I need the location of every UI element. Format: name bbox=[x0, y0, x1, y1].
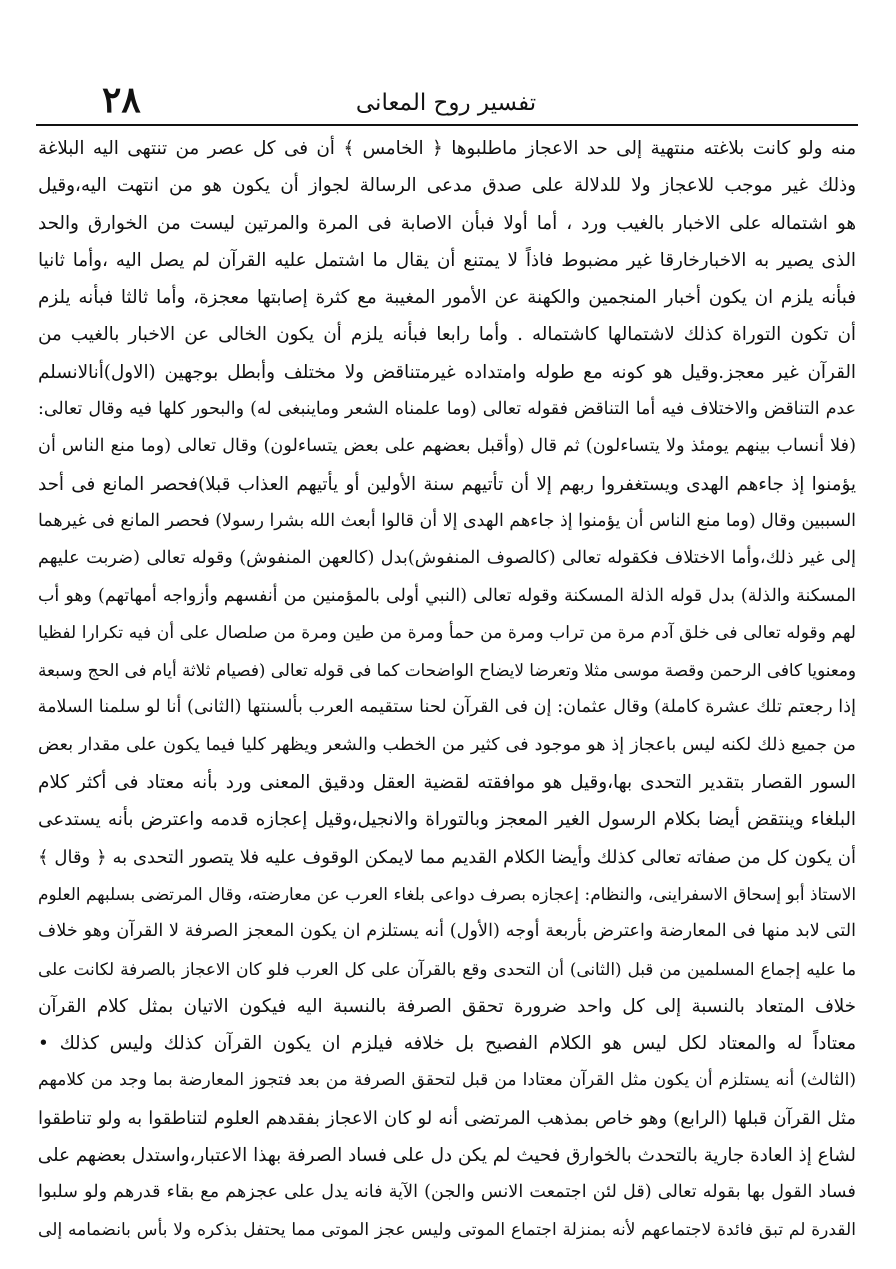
text-line: السببين وقال (وما منع الناس أن يؤمنوا إذ جاءهم الهدى إلا أن قالوا أبعث الله بشرا رسولا) فحصر المانع فى غيرهما bbox=[38, 510, 856, 531]
text-line: إذا رجعتم تلك عشرة كاملة) وقال عثمان: إن فى القرآن لحنا ستقيمه العرب بألسنتها (الثانى) أنا لو سلمنا السلامة bbox=[38, 697, 856, 718]
page-header bbox=[36, 78, 856, 126]
text-line: فساد القول بها بقوله تعالى (قل لئن اجتمعت الانس والجن) الآية فانه يدل على عجزهم مع بقاء قدرهم ولو سلبوا bbox=[38, 1182, 856, 1203]
text-line: (فلا أنساب بينهم يومئذ ولا يتساءلون) ثم قال (وأقبل بعضهم على بعض يتساءلون) وقال تعالى (وما منع الناس أن bbox=[38, 436, 856, 457]
text-line: ما عليه إجماع المسلمين من قبل (الثانى) أن التحدى وقع بالقرآن على كل العرب فلو كان الاعجاز بالصرفة لكانت على bbox=[38, 958, 856, 979]
text-line: هو اشتماله على الاخبار بالغيب ورد ، أما أولا فبأن الاصابة فى المرة والمرتين ليست من الخوارق والحد bbox=[38, 212, 856, 234]
header-rule bbox=[36, 124, 858, 126]
text-line: مثل القرآن قبلها (الرابع) وهو خاص بمذهب المرتضى أنه لو كان الاعجاز بفقدهم العلوم لتناطقوا به ولو تناطقوا bbox=[38, 1107, 856, 1129]
text-line: لشاع إذ العادة جارية بالتحدث بالخوارق فحيث لم يكن دل على فساد الصرفة بهذا الاعتبار،واستدل بعضهم على bbox=[38, 1145, 856, 1167]
text-line: أن يكون كل من صفاته تعالى كذلك وأيضا الكلام القديم مما لايمكن الوقوف عليه فلا يتصور التحدى به ﴿ وقال ﴾ bbox=[38, 846, 856, 868]
text-line: يؤمنوا إذ جاءهم الهدى ويستغفروا ربهم إلا أن تأتيهم سنة الأولين أو يأتيهم العذاب قبلا)فحصر المانع فى أحد bbox=[38, 473, 856, 495]
text-line: أن تكون التوراة كذلك لاشتمالها كاشتماله . وأما رابعا فبأنه يلزم أن يكون الخالى عن الاخبار بالغيب من bbox=[38, 324, 856, 346]
text-line: وذلك غير موجب للاعجاز ولا للدلالة على صدق مدعى الرسالة لجواز أن يكون هو من انتهت اليه،وقيل bbox=[38, 175, 856, 197]
text-line: معتاداً له والمعتاد لكل ليس هو الكلام الفصيح بل خلافه فيلزم ان يكون القرآن كذلك وليس كذلك • bbox=[38, 1033, 856, 1055]
text-line: التى لابد منها فى المعارضة واعترض بأربعة أوجه (الأول) أنه يستلزم ان يكون المعجز الصرفة لا القرآن وهو خلاف bbox=[38, 921, 856, 942]
text-line: خلاف المتعاد بالنسبة إلى كل واحد ضرورة تحقق الصرفة بالنسبة اليه فيكون الاتيان بمثل كلام القرآن bbox=[38, 995, 856, 1017]
body-text bbox=[38, 130, 856, 1249]
text-line: السور القصار بتقدير التحدى بها،وقيل هو موافقته لقضية العقل ودقيق المعنى ورد بأنه معتاد فى أكثر كلام bbox=[38, 772, 856, 794]
text-line: الاستاذ أبو إسحاق الاسفراينى، والنظام: إعجازه بصرف دواعى بلغاء العرب عن معارضته، وقال المرتضى بسلبهم العلوم bbox=[38, 883, 856, 904]
text-line: من جميع ذلك لكنه ليس باعجاز إذ هو موجود فى كثير من الخطب والشعر ويظهر كليا فيما يكون على مقدار بعض bbox=[38, 734, 856, 755]
text-line: (الثالث) أنه يستلزم أن يكون مثل القرآن معتادا من قبل لتحقق الصرفة من بعد فتجوز المعارضة بما وجد من كلامهم bbox=[38, 1070, 856, 1091]
text-line: فبأنه يلزم ان يكون أخبار المنجمين والكهنة عن الأمور المغيبة مع كثرة إصابتها معجزة، وأما ثالثا فبأنه يلزم bbox=[38, 287, 856, 309]
text-line: عدم التناقض والاختلاف فيه أما التناقض فقوله تعالى (وما علمناه الشعر وماينبغى له) والبحور كلها فيه وقال تعالى: bbox=[38, 399, 856, 420]
text-line: القدرة لم تبق فائدة لاجتماعهم لأنه بمنزلة اجتماع الموتى وليس عجز الموتى مما يحتفل بذكره ولا بأس بانضمامه إلى bbox=[38, 1219, 856, 1240]
text-line: إلى غير ذلك،وأما الاختلاف فكقوله تعالى (كالصوف المنفوش)بدل (كالعهن المنفوش) وقوله تعالى (ضربت عليهم bbox=[38, 548, 856, 569]
text-line: ومعنويا كافى الرحمن وقصة موسى مثلا وتعرضا لايضاح الواضحات كما فى قوله تعالى (فصيام ثلاثة أيام فى الحج وسبعة bbox=[38, 660, 856, 681]
text-line: البلغاء وينتقض أيضا بكلام الرسول الغير المعجز وبالتوراة والانجيل،وقيل إعجازه قدمه واعترض بأنه يستدعى bbox=[38, 809, 856, 831]
running-title: تفسير روح المعانى bbox=[355, 90, 537, 116]
text-line: لهم وقوله تعالى فى خلق آدم مرة من تراب ومرة من حمأ ومرة من طين ومرة من صلصال على أن فيه تكرارا لفظيا bbox=[38, 622, 856, 643]
text-line: منه ولو كانت بلاغته منتهية إلى حد الاعجاز ماطلبوها ﴿ الخامس ﴾ أن فى كل عصر من تنتهى اليه البلاغة bbox=[38, 138, 856, 159]
text-line: المسكنة والذلة) بدل قوله الذلة المسكنة وقوله تعالى (النبي أولى بالمؤمنين من أنفسهم وأزواجه أمهاتهم) وهو أب bbox=[38, 585, 856, 606]
text-line: الذى يصير به الاخبارخارقا غير مضبوط فاذاً لا يمتنع أن يقال ما اشتمل عليه القرآن لم يصل اليه ،وأما ثانيا bbox=[38, 249, 856, 271]
text-line: القرآن غير معجز.وقيل هو كونه مع طوله وامتداده غيرمتناقض ولا مختلف وأبطل بوجهين (الاول)أنالانسلم bbox=[38, 361, 856, 383]
page-number: ٢٨ bbox=[102, 79, 141, 121]
